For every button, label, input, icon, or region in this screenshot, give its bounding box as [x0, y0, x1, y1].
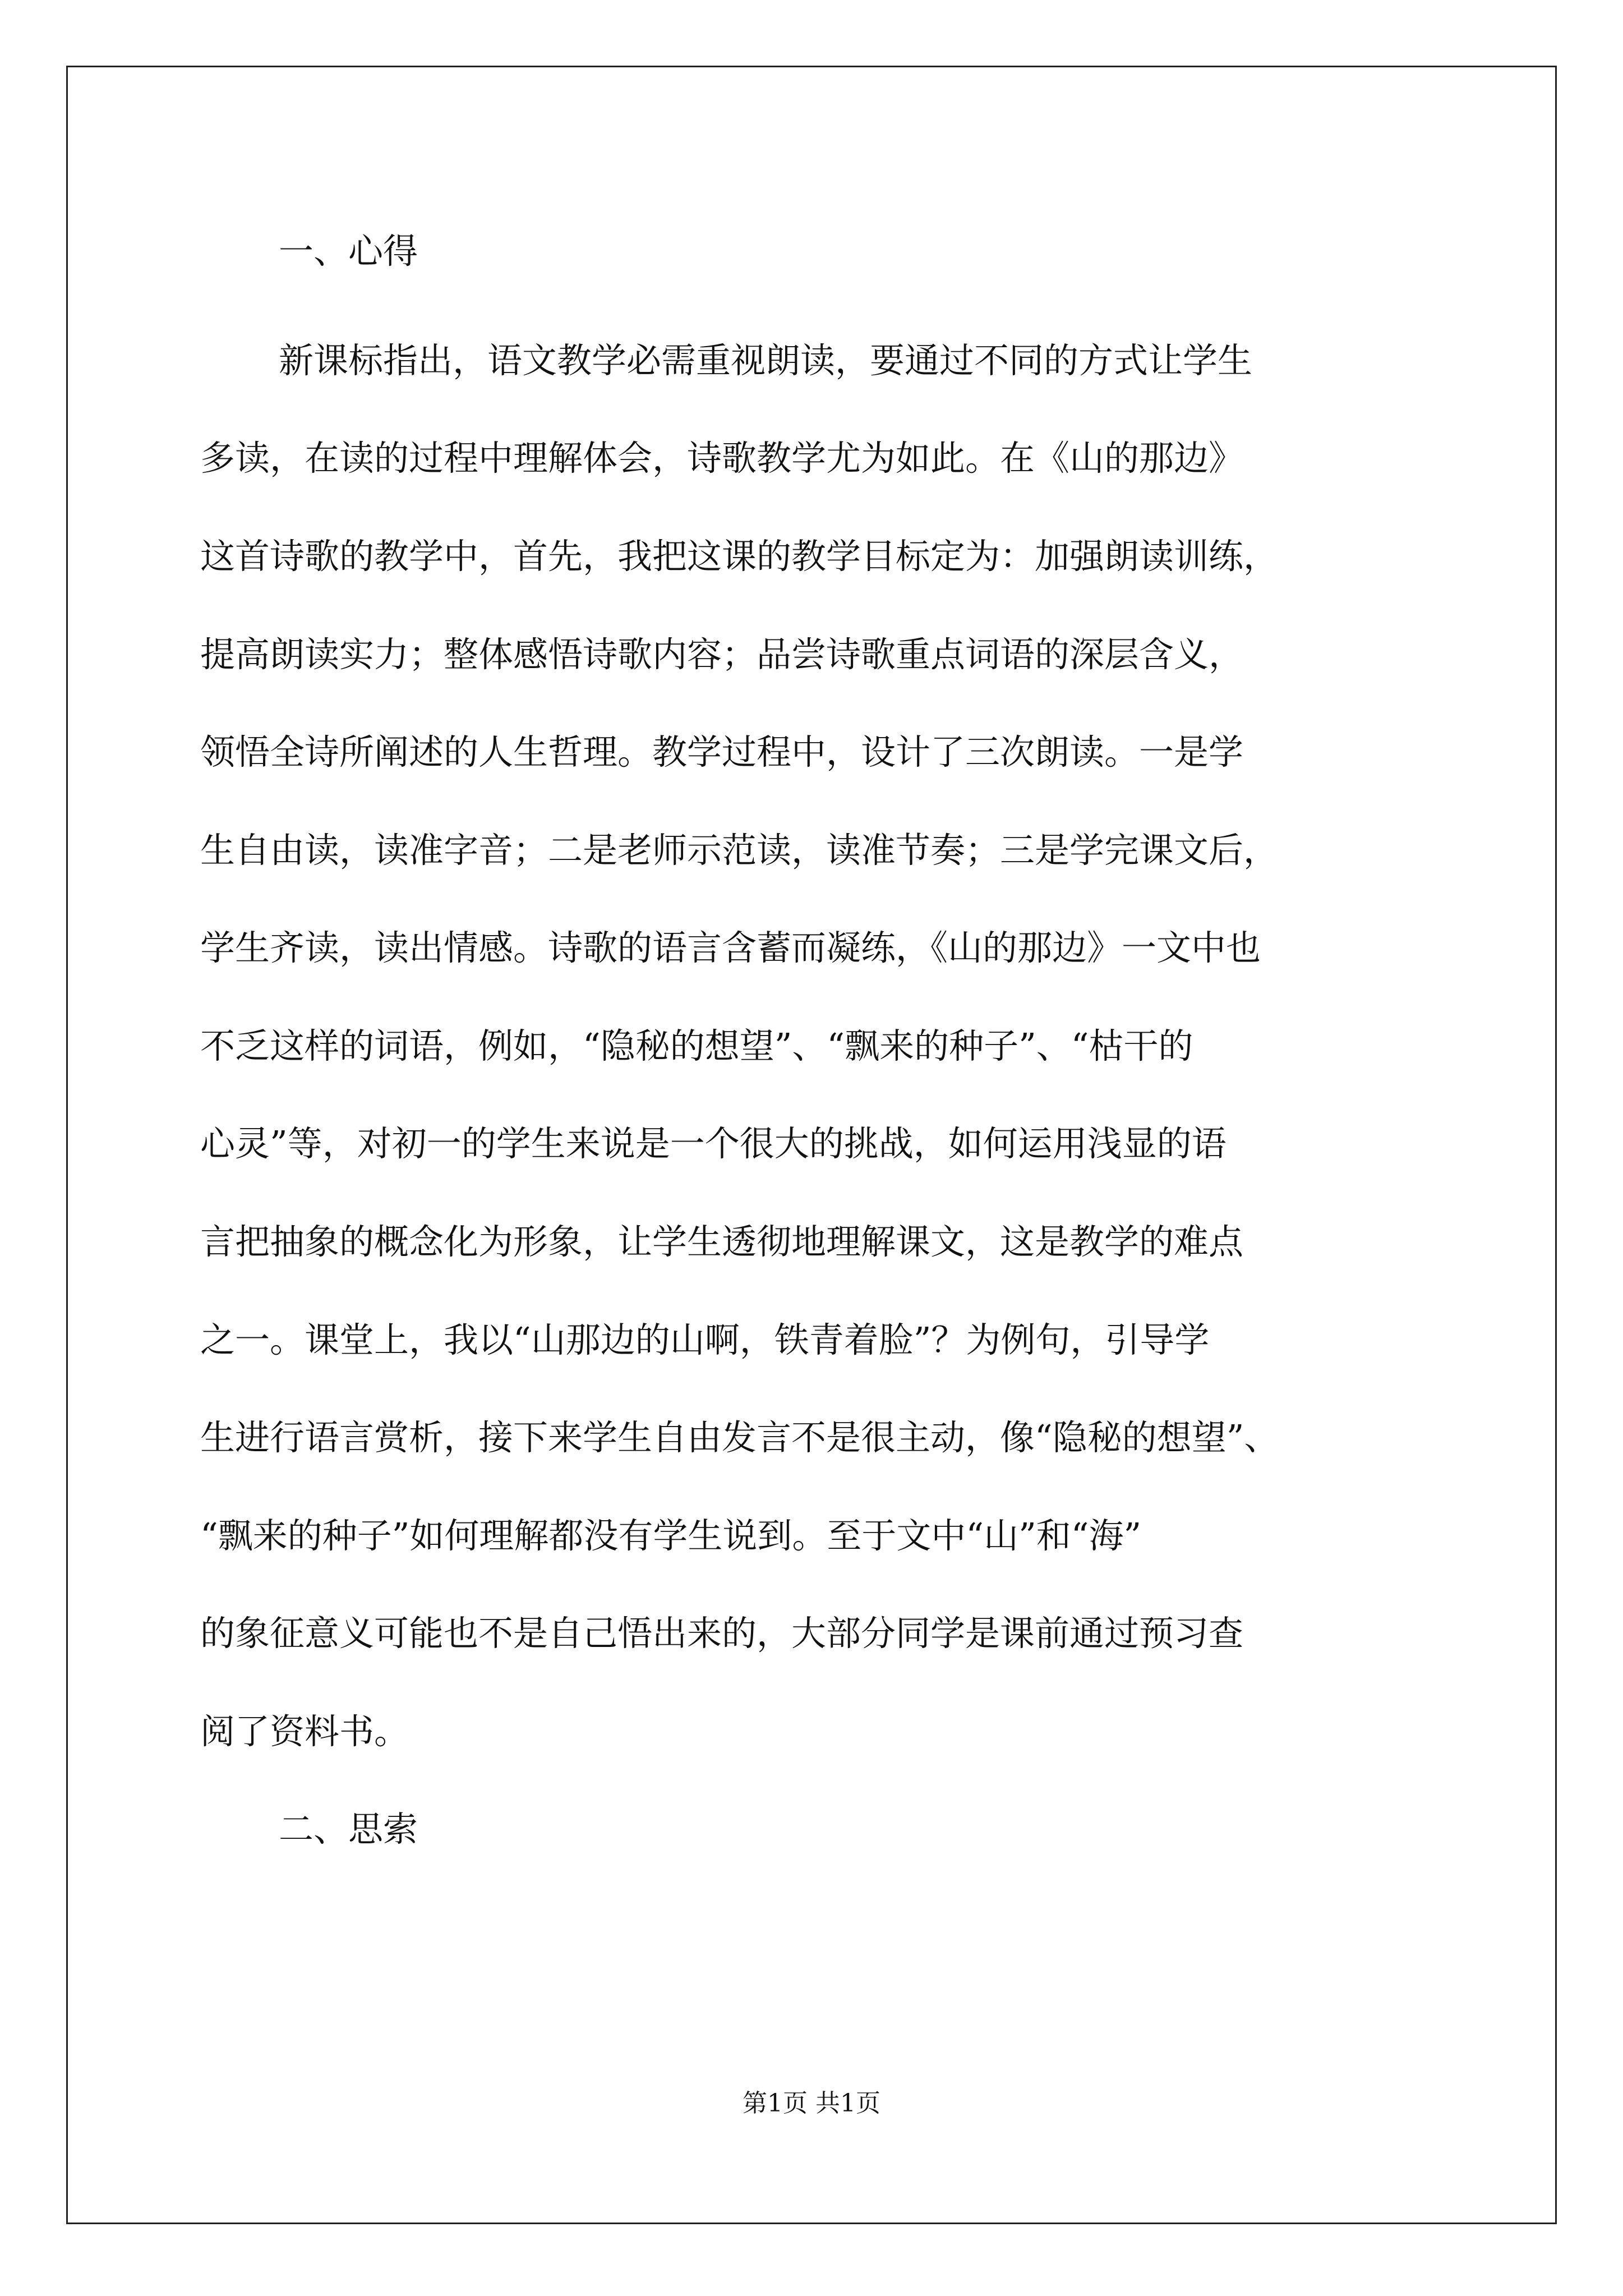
paragraph-line: 之一。课堂上，我以“山那边的山啊，铁青着脸”？为例句，引导学	[200, 1319, 1210, 1360]
page-footer: 第1页 共1页	[743, 2089, 880, 2118]
heading-section-1: 一、心得	[279, 231, 418, 272]
paragraph-line: 学生齐读，读出情感。诗歌的语言含蓄而凝练，《山的那边》一文中也	[200, 927, 1261, 968]
paragraph-line: 心灵”等，对初一的学生来说是一个很大的挑战，如何运用浅显的语	[200, 1123, 1227, 1164]
paragraph-line: 生进行语言赏析，接下来学生自由发言不是很主动，像“隐秘的想望”、	[200, 1417, 1279, 1458]
paragraph-line: 阅了资料书。	[200, 1711, 409, 1752]
paragraph-line: 这首诗歌的教学中，首先，我把这课的教学目标定为：加强朗读训练，	[200, 536, 1279, 577]
paragraph-line: 生自由读，读准字音；二是老师示范读，读准节奏；三是学完课文后，	[200, 830, 1279, 871]
paragraph-line: 提高朗读实力；整体感悟诗歌内容；品尝诗歌重点词语的深层含义，	[200, 634, 1244, 675]
paragraph-line: 领悟全诗所阐述的人生哲理。教学过程中，设计了三次朗读。一是学	[200, 731, 1244, 772]
paragraph-line: 不乏这样的词语，例如，“隐秘的想望”、“飘来的种子”、“枯干的	[200, 1025, 1193, 1066]
paragraph-line: “飘来的种子”如何理解都没有学生说到。至于文中“山”和“海”	[200, 1515, 1142, 1556]
paragraph-line: 言把抽象的概念化为形象，让学生透彻地理解课文，这是教学的难点	[200, 1221, 1244, 1262]
heading-section-2: 二、思索	[279, 1809, 418, 1849]
paragraph-line: 新课标指出，语文教学必需重视朗读，要通过不同的方式让学生	[279, 340, 1253, 381]
paragraph-line: 多读，在读的过程中理解体会，诗歌教学尤为如此。在《山的那边》	[200, 438, 1244, 478]
paragraph-line: 的象征意义可能也不是自己悟出来的，大部分同学是课前通过预习查	[200, 1613, 1244, 1654]
